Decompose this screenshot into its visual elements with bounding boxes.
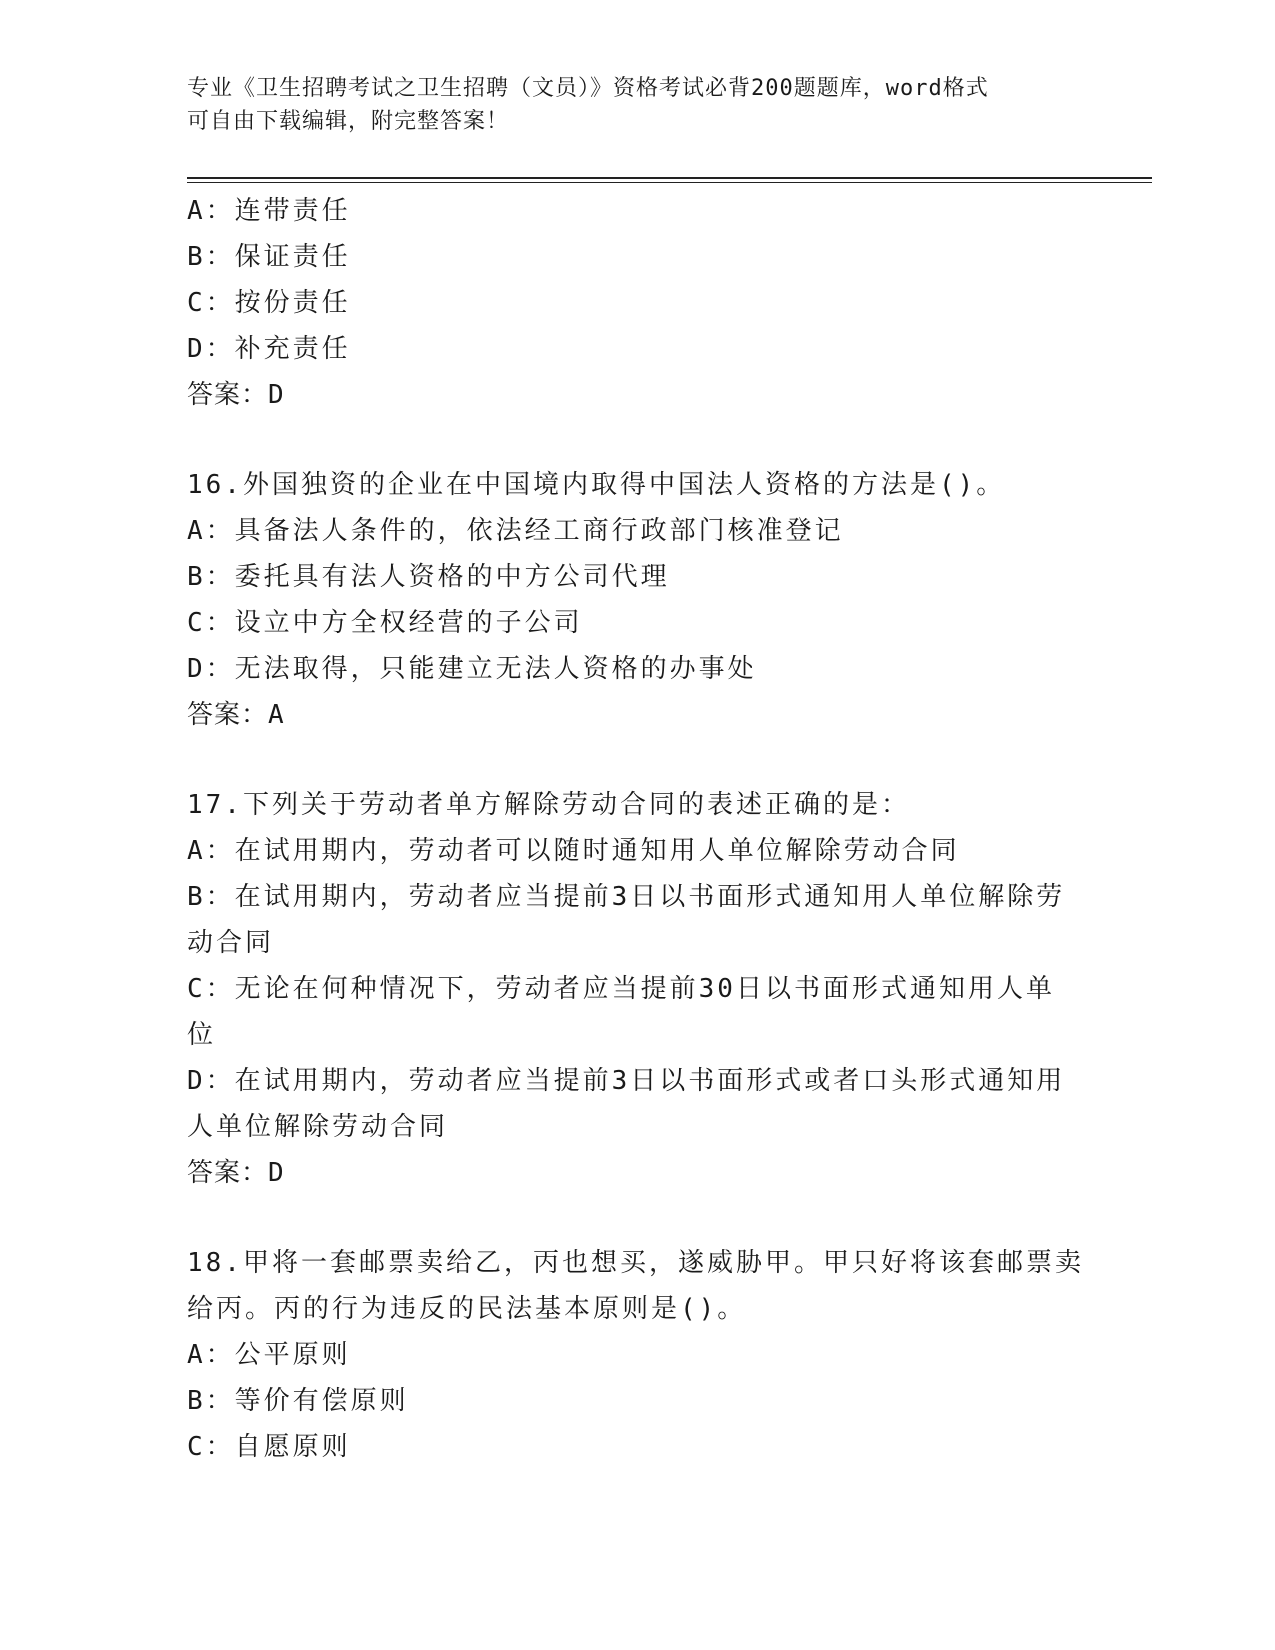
question-16	[187, 462, 1087, 738]
option-a: A：连带责任	[187, 196, 351, 226]
question-text: 17.下列关于劳动者单方解除劳动合同的表述正确的是：	[187, 790, 910, 820]
option-c: C：自愿原则	[187, 1432, 351, 1462]
option-c-continued: 位	[187, 1020, 217, 1050]
spacer	[187, 738, 1087, 782]
option-b: B：保证责任	[187, 242, 351, 272]
question-text-continued: 给丙。丙的行为违反的民法基本原则是()。	[187, 1294, 747, 1324]
option-c: C：按份责任	[187, 288, 351, 318]
spacer	[187, 418, 1087, 462]
option-d: D：在试用期内，劳动者应当提前3日以书面形式或者口头形式通知用	[187, 1066, 1066, 1096]
question-17	[187, 782, 1087, 1196]
option-d: D：无法取得，只能建立无法人资格的办事处	[187, 654, 757, 684]
spacer	[187, 1196, 1087, 1240]
question-list	[187, 188, 1087, 1470]
option-b: B：委托具有法人资格的中方公司代理	[187, 562, 670, 592]
header-title-line-1: 专业《卫生招聘考试之卫生招聘（文员）》资格考试必背200题题库，word格式	[187, 76, 989, 101]
question-15	[187, 188, 1087, 418]
option-c: C：无论在何种情况下，劳动者应当提前30日以书面形式通知用人单	[187, 974, 1055, 1004]
answer: 答案：D	[187, 380, 285, 410]
option-b-continued: 动合同	[187, 928, 275, 958]
option-b: B：在试用期内，劳动者应当提前3日以书面形式通知用人单位解除劳	[187, 882, 1066, 912]
header-title-line-2: 可自由下载编辑，附完整答案！	[187, 109, 510, 134]
option-a: A：公平原则	[187, 1340, 351, 1370]
question-text: 18.甲将一套邮票卖给乙，丙也想买，遂威胁甲。甲只好将该套邮票卖	[187, 1248, 1084, 1278]
option-a: A：具备法人条件的，依法经工商行政部门核准登记	[187, 516, 844, 546]
option-a: A：在试用期内，劳动者可以随时通知用人单位解除劳动合同	[187, 836, 960, 866]
header-divider-thin	[187, 182, 1152, 183]
option-c: C：设立中方全权经营的子公司	[187, 608, 583, 638]
document-header	[187, 72, 1087, 138]
question-text: 16.外国独资的企业在中国境内取得中国法人资格的方法是()。	[187, 470, 1006, 500]
header-divider-thick	[187, 177, 1152, 179]
answer: 答案：D	[187, 1158, 285, 1188]
option-d: D：补充责任	[187, 334, 351, 364]
question-18	[187, 1240, 1087, 1470]
answer: 答案：A	[187, 700, 285, 730]
option-b: B：等价有偿原则	[187, 1386, 409, 1416]
option-d-continued: 人单位解除劳动合同	[187, 1112, 449, 1142]
